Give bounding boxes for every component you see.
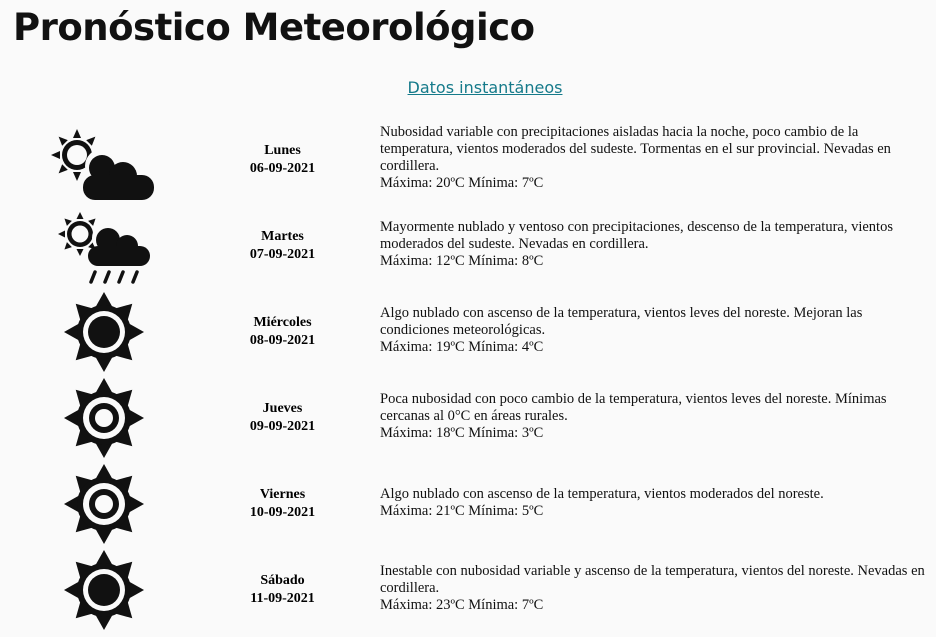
forecast-text — [380, 486, 930, 520]
description: Poca nubosidad con poco cambio de la temperatura, vientos leves del noreste. Mínimas cercanas al 0°C en áreas rurales. — [380, 391, 887, 424]
date: 09-09-2021 — [249, 419, 316, 434]
sun-icon — [50, 550, 160, 636]
temperatures: Máxima: 21ºC Mínima: 5ºC — [380, 503, 544, 519]
forecast-text — [380, 391, 930, 442]
temperatures: Máxima: 19ºC Mínima: 4ºC — [380, 339, 544, 355]
forecast-row — [0, 464, 936, 550]
day-name: Jueves — [262, 401, 303, 416]
sun-outline-icon — [50, 464, 160, 550]
forecast-row — [0, 292, 936, 378]
day-name: Sábado — [260, 573, 305, 588]
day-name: Viernes — [259, 487, 306, 502]
description: Nubosidad variable con precipitaciones aisladas hacia la noche, poco cambio de la temperatura, vientos moderados del sudeste. Tormentas en el sur provincial. Nevadas en cordillera. — [380, 124, 891, 174]
day-date — [225, 142, 340, 178]
day-date — [225, 400, 340, 436]
description: Mayormente nublado y ventoso con precipitaciones, descenso de la temperatura, vientos moderados del sudeste. Nevadas en cordillera. — [380, 219, 893, 252]
day-name: Martes — [261, 229, 304, 244]
day-date — [225, 314, 340, 350]
instant-data-link[interactable]: Datos instantáneos — [407, 78, 563, 97]
date: 08-09-2021 — [249, 333, 316, 348]
date: 07-09-2021 — [249, 247, 316, 262]
temperatures: Máxima: 20ºC Mínima: 7ºC — [380, 175, 544, 191]
forecast-text — [380, 124, 930, 192]
date: 10-09-2021 — [249, 505, 316, 520]
description: Algo nublado con ascenso de la temperatura, vientos moderados del noreste. — [380, 486, 824, 502]
link-row — [0, 78, 936, 98]
description: Inestable con nubosidad variable y ascenso de la temperatura, vientos del noreste. Nevadas en cordillera. — [380, 563, 925, 596]
partly-cloudy-icon — [50, 120, 160, 206]
day-name: Miércoles — [253, 315, 312, 330]
description: Algo nublado con ascenso de la temperatura, vientos leves del noreste. Mejoran las condiciones meteorológicas. — [380, 305, 863, 338]
sun-icon — [50, 292, 160, 378]
temperatures: Máxima: 23ºC Mínima: 7ºC — [380, 597, 544, 613]
date: 06-09-2021 — [249, 161, 316, 176]
rain-sun-cloud-icon — [50, 206, 160, 292]
temperatures: Máxima: 12ºC Mínima: 8ºC — [380, 253, 544, 269]
page-title: Pronóstico Meteorológico — [13, 6, 535, 49]
sun-outline-icon — [50, 378, 160, 464]
day-name: Lunes — [264, 143, 301, 158]
forecast-row — [0, 120, 936, 206]
day-date — [225, 228, 340, 264]
forecast-row — [0, 550, 936, 636]
date: 11-09-2021 — [250, 591, 315, 606]
forecast-text — [380, 563, 930, 614]
forecast-row — [0, 378, 936, 464]
day-date — [225, 572, 340, 608]
forecast-row — [0, 206, 936, 292]
forecast-text — [380, 219, 930, 270]
temperatures: Máxima: 18ºC Mínima: 3ºC — [380, 425, 544, 441]
forecast-text — [380, 305, 930, 356]
day-date — [225, 486, 340, 522]
